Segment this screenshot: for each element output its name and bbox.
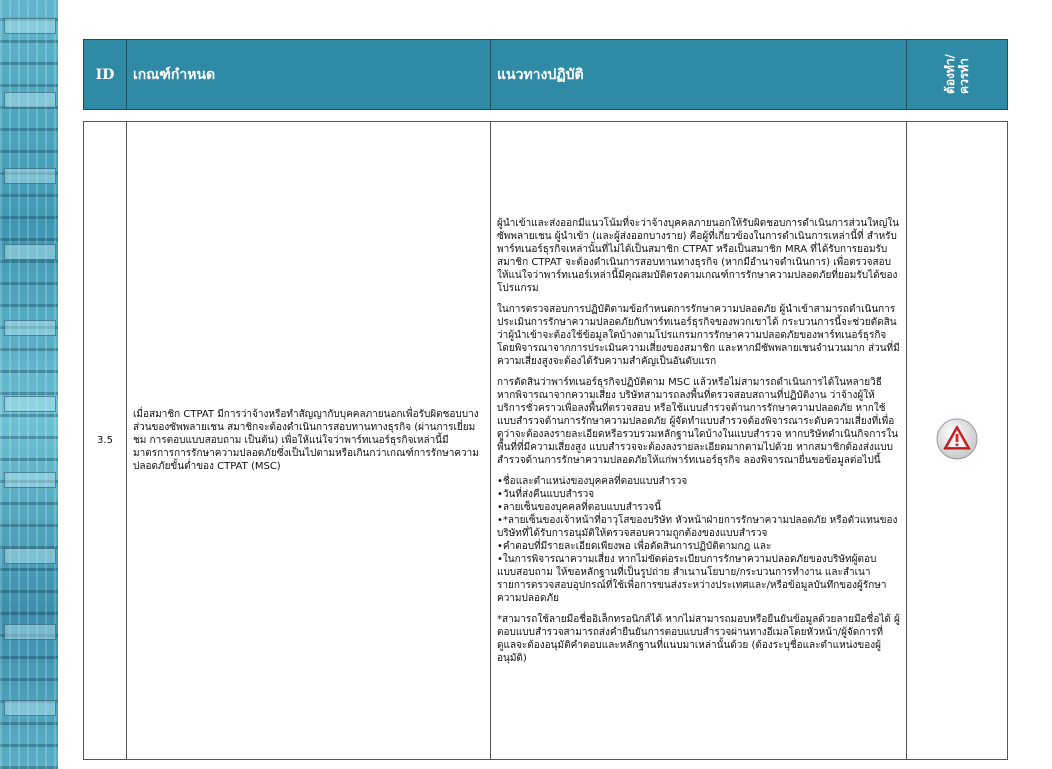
header-table [83, 39, 1008, 110]
strip-block [4, 320, 56, 336]
decorative-container-strip [0, 0, 58, 769]
row-must-should [907, 122, 1008, 760]
list-item: •ลายเซ็นของบุคคลที่ตอบแบบสำรวจนี้ [497, 501, 662, 513]
list-item: •ในการพิจารณาความเสี่ยง หากไม่ขัดต่อระเบียบการรักษาความปลอดภัยของบริษัทผู้ตอบแบบสอบถาม ให้ขอหลักฐานที่เป็นรูปถ่าย สำเนานโยบาย/กระบวนการทำงาน และสำเนารายการตรวจสอบอุปกรณ์ที่ใช้เพื่อการขนส่งระหว่างประเทศและ/หรือข้อมูลบันทึกของผู้รักษาความปลอดภัย [497, 553, 887, 604]
row-criteria: เมื่อสมาชิก CTPAT มีการว่าจ้างหรือทำสัญญากับบุคคลภายนอกเพื่อรับผิดชอบบางส่วนของซัพพลายเชน สมาชิกจะต้องดำเนินการสอบทานทางธุรกิจ (ผ่านการเยี่ยมชม การตอบแบบสอบถาม เป็นต้น) เพื่อให้แน่ใจว่าพาร์ทเนอร์ธุรกิจเหล่านี้มีมาตรการการรักษาความปลอดภัยซึ่งเป็นไปตามหรือเกินกว่าเกณฑ์การรักษาความปลอดภัยขั้นต่ำของ CTPAT (MSC) [127, 122, 491, 760]
table-row [84, 122, 1008, 760]
strip-block [4, 18, 56, 34]
criteria-table [83, 121, 1008, 760]
header-must-should-label: ต้องทำ/ ควรทำ [942, 54, 971, 94]
header-id: ID [84, 40, 127, 110]
list-item: •วันที่ส่งคืนแบบสำรวจ [497, 488, 595, 500]
strip-block [4, 168, 56, 184]
guidance-paragraph: ในการตรวจสอบการปฏิบัติตามข้อกำหนดการรักษาความปลอดภัย ผู้นำเข้าสามารถดำเนินการประเมินการรักษาความปลอดภัยกับพาร์ทเนอร์ธุรกิจของพวกเขาได้ กระบวนการนี้จะช่วยตัดสินว่าผู้นำเข้าจะต้องใช้ข้อมูลใดบ้างตามโปรแกรมการรักษาความปลอดภัยของพาร์ทเนอร์ธุรกิจโดยพิจารณาจากการประเมินความเสี่ยงของสมาชิก และหากมีซัพพลายเชนจำนวนมาก ส่วนที่มีความเสี่ยงสูงจะต้องได้รับความสำคัญเป็นอันดับแรก [497, 303, 900, 367]
strip-block [4, 92, 56, 108]
strip-block [4, 624, 56, 640]
list-item: •คำตอบที่มีรายละเอียดเพียงพอ เพื่อตัดสินการปฏิบัติตามกฎ และ [497, 540, 772, 552]
guidance-paragraph: ผู้นำเข้าและส่งออกมีแนวโน้มที่จะว่าจ้างบุคคลภายนอกให้รับผิดชอบการดำเนินการส่วนใหญ่ในซัพพลายเชน ผู้นำเข้า (และผู้ส่งออกบางราย) คือผู้ที่เกี่ยวข้องในการดำเนินการเหล่านี้ที่ สำหรับพาร์ทเนอร์ธุรกิจเหล่านั้นที่ไม่ได้เป็นสมาชิก CTPAT หรือเป็นสมาชิก MRA ที่ได้รับการยอมรับ สมาชิก CTPAT จะต้องดำเนินการสอบทานทางธุรกิจ (หากมีอำนาจดำเนินการ) เพื่อตรวจสอบให้แน่ใจว่าพาร์ทเนอร์เหล่านี้มีคุณสมบัติตรงตามเกณฑ์การรักษาความปลอดภัยที่ยอมรับได้ของโปรแกรม [497, 217, 899, 294]
list-item: •ชื่อและตำแหน่งของบุคคลที่ตอบแบบสำรวจ [497, 475, 688, 487]
strip-block [4, 244, 56, 260]
guidance-bullet-list [497, 475, 900, 605]
header-must-should [907, 40, 1008, 110]
strip-block [4, 548, 56, 564]
row-guidance [491, 122, 907, 760]
guidance-footnote: *สามารถใช้ลายมือชื่ออิเล็กทรอนิกส์ได้ หากไม่สามารถมอบหรือยืนยันข้อมูลด้วยลายมือชื่อได้ ผู้ตอบแบบสำรวจสามารถส่งคำยืนยันการตอบแบบสำรวจผ่านทางอีเมลโดยหัวหน้า/ผู้จัดการที่ดูแลจะต้องอนุมัติคำตอบและหลักฐานที่แนบมาเหล่านั้นด้วย (ต้องระบุชื่อและตำแหน่งของผู้อนุมัติ) [497, 613, 900, 664]
guidance-paragraph: การตัดสินว่าพาร์ทเนอร์ธุรกิจปฏิบัติตาม MSC แล้วหรือไม่สามารถดำเนินการได้ในหลายวิธี หากพิจารณาจากความเสี่ยง บริษัทสามารถลงพื้นที่ตรวจสอบสถานที่ปฏิบัติงาน ว่าจ้างผู้ให้บริการชั่วคราวเพื่อลงพื้นที่ตรวจสอบ หรือใช้แบบสำรวจด้านการรักษาความปลอดภัย หากใช้แบบสำรวจด้านการรักษาความปลอดภัย ผู้จัดทำแบบสำรวจต้องพิจารณาระดับความเสี่ยงที่เพื่อดูว่าจะต้องลงรายละเอียดหรือรวบรวมหลักฐานใดบ้างในแบบสำรวจ หากบริษัทดำเนินกิจการในพื้นที่ที่มีความเสี่ยงสูง แบบสำรวจจะต้องลงรายละเอียดมากตามไปด้วย หากสมาชิกต้องส่งแบบสำรวจด้านการรักษาความปลอดภัยให้แก่พาร์ทเนอร์ธุรกิจ ลองพิจารณายื่นขอข้อมูลต่อไปนี้ [497, 376, 898, 466]
header-criteria: เกณฑ์กำหนด [127, 40, 491, 110]
strip-block [4, 396, 56, 412]
list-item: •*ลายเซ็นของเจ้าหน้าที่อาวุโสของบริษัท หัวหน้าฝ่ายการรักษาความปลอดภัย หรือตัวแทนของบริษัทที่ได้รับการอนุมัติให้ตรวจสอบความถูกต้องของแบบสำรวจ [497, 514, 898, 539]
header-guidance: แนวทางปฏิบัติ [491, 40, 907, 110]
strip-block [4, 472, 56, 488]
row-id: 3.5 [84, 122, 127, 760]
warning-icon [935, 417, 979, 461]
strip-block [4, 700, 56, 716]
